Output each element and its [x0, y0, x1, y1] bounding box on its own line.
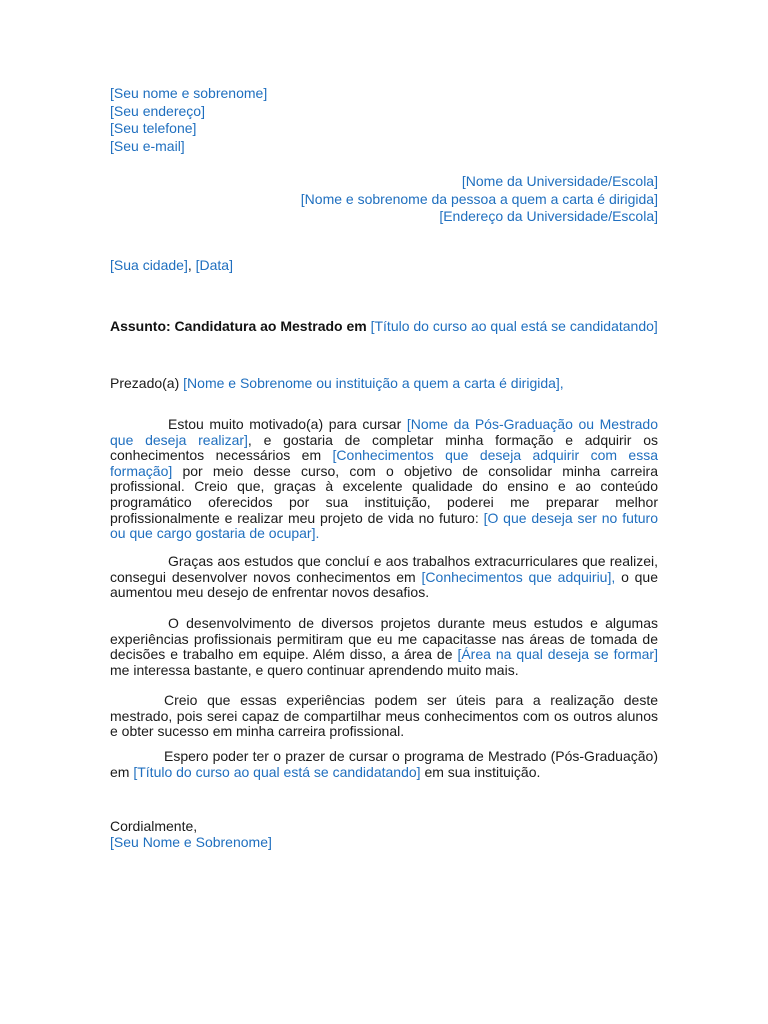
p1-placeholder-3: [O que deseja ser no futuro ou que cargo gostaria de ocupar] [110, 509, 658, 542]
sender-block [110, 85, 267, 155]
p2-text-2: o que aumentou meu desejo de enfrentar novos desafios. [110, 568, 659, 601]
p5-placeholder-1: [Título do curso ao qual está se candidatando] [133, 763, 421, 780]
greeting [110, 375, 564, 391]
p2-placeholder-1: [Conhecimentos que adquiriu], [421, 568, 616, 585]
sender-email: [Seu e-mail] [110, 137, 185, 154]
date-placeholder: [Data] [195, 257, 233, 273]
signature-placeholder: [Seu Nome e Sobrenome] [110, 834, 272, 850]
p1-placeholder-1: [Nome da Pós-Graduação ou Mestrado que deseja realizar] [110, 416, 658, 448]
p1-period: . [315, 525, 320, 542]
closing-block [110, 818, 272, 850]
dateline [110, 257, 233, 273]
p2-text-1: Graças aos estudos que concluí e aos trabalhos extracurriculares que realizei, consegui desenvolver novos conhecimentos em [110, 553, 658, 585]
city-placeholder: [Sua cidade] [110, 257, 188, 273]
p5-text-2: em sua instituição. [424, 763, 541, 780]
sender-phone: [Seu telefone] [110, 120, 197, 136]
paragraph-5 [110, 749, 658, 780]
paragraph-4 [110, 693, 658, 740]
valediction: Cordialmente, [110, 818, 198, 834]
dateline-separator: , [187, 257, 196, 273]
p1-text-1: Estou muito motivado(a) para cursar [168, 416, 402, 432]
p1-text-2: , e gostaria de completar minha formação e adquirir os conhecimentos necessários em [110, 431, 659, 464]
recipient-address: [Endereço da Universidade/Escola] [439, 208, 658, 224]
paragraph-2 [110, 554, 658, 601]
p3-text-2: me interessa bastante, e quero continuar aprendendo muito mais. [110, 661, 519, 678]
recipient-block [301, 173, 658, 226]
p5-text-1: Espero poder ter o prazer de cursar o programa de Mestrado (Pós-Graduação) em [110, 748, 658, 780]
p1-placeholder-2: [Conhecimentos que deseja adquirir com essa formação] [110, 447, 659, 479]
p4-text-1: Creio que essas experiências podem ser úteis para a realização deste mestrado, pois serei capaz de compartilhar meus conhecimentos com os outros alunos e obter sucesso em minha carreira profissional. [110, 692, 658, 740]
addressee: [Nome e Sobrenome ou instituição a quem a carta é dirigida], [183, 375, 564, 391]
recipient-person: [Nome e sobrenome da pessoa a quem a carta é dirigida] [300, 190, 658, 207]
p1-text-3: por meio desse curso, com o objetivo de consolidar minha carreira profissional. Creio que, graças à excelente qualidade do ensino e ao conteúdo programático oferecidos por sua instituição, poderei me preparar melhor profissionalmente e realizar meu projeto de vida no futuro: [110, 462, 658, 526]
subject-label: Assunto: Candidatura ao Mestrado em [110, 318, 367, 334]
subject-course: [Título do curso ao qual está se candidatando] [370, 318, 658, 334]
p3-text-1: O desenvolvimento de diversos projetos durante meus estudos e algumas experiências profissionais permitiram que eu me capacitasse nas áreas de tomada de decisões e trabalho em equipe. Além disso, a área de [110, 615, 658, 663]
subject-line [110, 318, 658, 334]
sender-name: [Seu nome e sobrenome] [110, 85, 268, 101]
salutation: Prezado(a) [110, 375, 180, 391]
recipient-university: [Nome da Universidade/Escola] [461, 173, 658, 189]
paragraph-3 [110, 616, 658, 678]
p3-placeholder-1: [Área na qual deseja se formar] [457, 646, 658, 663]
paragraph-1 [110, 417, 658, 542]
sender-address: [Seu endereço] [110, 102, 205, 119]
